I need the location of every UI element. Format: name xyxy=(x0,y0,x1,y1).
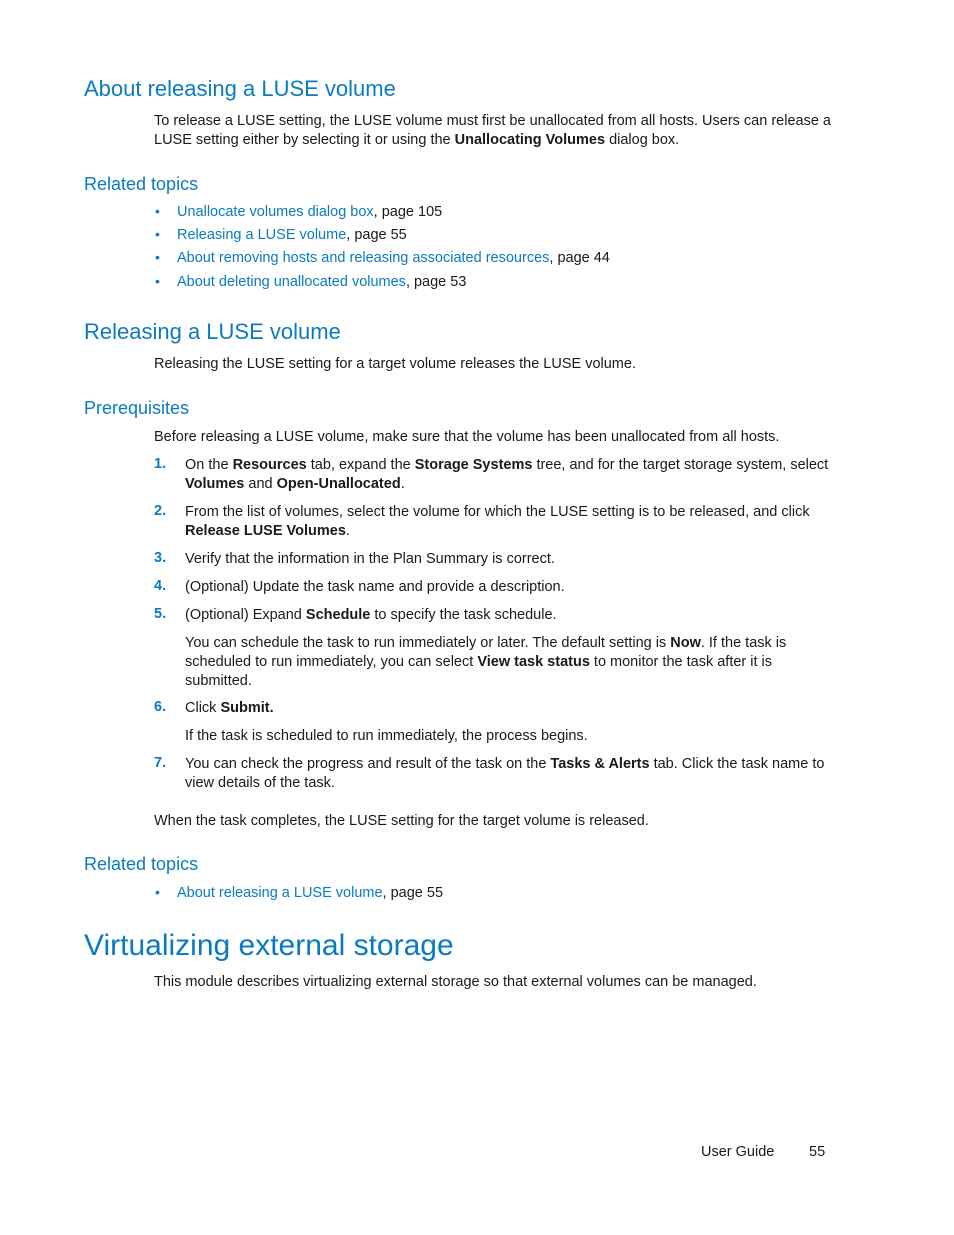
section3-intro: This module describes virtualizing external storage so that external volumes can be managed. xyxy=(154,974,757,990)
related-link[interactable]: Unallocate volumes dialog box xyxy=(177,204,374,220)
step-6-note: If the task is scheduled to run immediately, the process begins. xyxy=(185,728,588,744)
prerequisites-heading: Prerequisites xyxy=(84,398,190,418)
section-heading-about-releasing: About releasing a LUSE volume xyxy=(84,76,396,101)
page-number: 55 xyxy=(809,1144,826,1160)
related-link[interactable]: About removing hosts and releasing associated resources xyxy=(177,250,550,266)
page-ref: , page 44 xyxy=(549,250,610,266)
section-heading-releasing: Releasing a LUSE volume xyxy=(84,319,341,344)
section1-paragraph xyxy=(154,112,834,150)
prerequisites-text: Before releasing a LUSE volume, make sure that the volume has been unallocated from all hosts. xyxy=(154,429,780,445)
footer-label: User Guide xyxy=(701,1144,775,1160)
bullet-icon: • xyxy=(155,226,160,242)
step-number: 1. xyxy=(154,456,167,472)
related-link[interactable]: Releasing a LUSE volume xyxy=(177,227,347,243)
completion-text: When the task completes, the LUSE setting for the target volume is released. xyxy=(154,813,649,829)
step-number: 4. xyxy=(154,578,167,594)
related-topics-heading: Related topics xyxy=(84,854,199,874)
bullet-icon: • xyxy=(155,249,160,265)
page-ref: , page 55 xyxy=(346,227,407,243)
step-number: 7. xyxy=(154,755,167,771)
chapter-heading: Virtualizing external storage xyxy=(84,929,454,962)
step-number: 5. xyxy=(154,606,167,622)
page-ref: , page 105 xyxy=(373,204,443,220)
step-number: 6. xyxy=(154,699,167,715)
step-number: 2. xyxy=(154,503,167,519)
bullet-icon: • xyxy=(155,203,160,219)
related-link[interactable]: About deleting unallocated volumes xyxy=(177,274,406,290)
bullet-icon: • xyxy=(155,884,160,900)
related-topics-heading: Related topics xyxy=(84,174,199,194)
page-ref: , page 55 xyxy=(382,885,444,901)
section2-intro: Releasing the LUSE setting for a target volume releases the LUSE volume. xyxy=(154,356,636,372)
bullet-icon: • xyxy=(155,273,160,289)
page-ref: , page 53 xyxy=(405,274,467,290)
bold-run: Unallocating Volumes xyxy=(454,132,606,148)
text-run: dialog box. xyxy=(605,132,680,148)
step-number: 3. xyxy=(154,550,167,566)
text-run: To release a LUSE setting, the LUSE volume must first be unallocated from all hosts. Users can release a LUSE setting either by selecting it or using the xyxy=(154,113,831,148)
step-5-note: You can schedule the task to run immediately or later. The default setting is Now. If the task is scheduled to run immediately, you can select View task status to monitor the task after it is submitted. xyxy=(185,635,787,689)
related-link[interactable]: About releasing a LUSE volume xyxy=(177,885,383,901)
document-page: About releasing a LUSE volume To release a LUSE setting, the LUSE volume must first be unallocated from all hosts. Users can release a LUSE setting either by selecting it or using the Unallocating Volumes dialog box. Related topics • Unallocate volumes dialog box, page 105 • Releasing a LUSE volume, page 55 • About removing hosts and releasing associated resources, page 44 • About deleting unallocated volumes, page 53 Releasing a LUSE volume Releasing the LUSE setting for a target volume releases the LUSE volume. Prerequisites Before releasing a LUSE volume, make sure that the volume has been unallocated from all hosts. 1. On the Resources tab, expand the Storage Systems tree, and for the target storage system, select Volumes and Open-Unallocated. 2. From the list of volumes, select the volume for which the LUSE setting is to be released, and click Release LUSE Volumes. 3. Verify that the information in the Plan Summary is correct. 4. (Optional) Update the task name and provide a description. 5. (Optional) Expand Schedule to specify the task schedule. You can schedule the task to run immediately or later. The default setting is Now. If the task is scheduled to run immediately, you can select View task status to monitor the task after it is submitted. 6. Click Submit. If the task is scheduled to run immediately, the process begins. 7. You can check the progress and result of the task on the Tasks & Alerts tab. Click the task name to view details of the task. When the task completes, the LUSE setting for the target volume is released. Related topics • About releasing a LUSE volume, page 55 Virtualizing external storage This module describes virtualizing external storage so that external volumes can be managed. User Guide 55 xyxy=(0,0,954,1235)
